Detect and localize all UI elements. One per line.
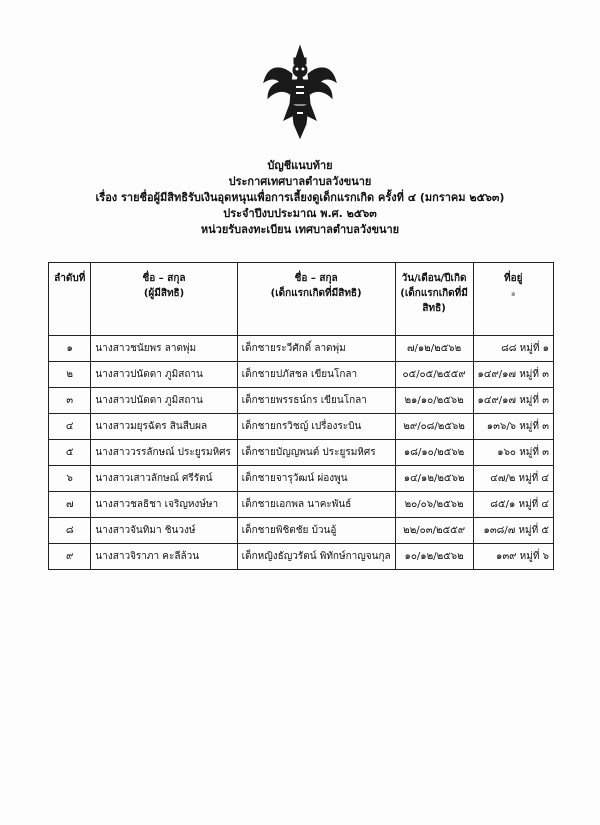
child-birth-date: ๒๙/๐๘/๒๕๖๒: [395, 414, 473, 440]
document-header: [0, 158, 600, 238]
address: ๑๓๘/๗ หมู่ที่ ๕: [473, 518, 553, 544]
row-number: ๖: [49, 466, 91, 492]
child-name: เด็กชายระวีศักดิ์ ลาดพุ่ม: [237, 336, 395, 362]
address: ๑๔๙/๑๗ หมู่ที่ ๓: [473, 362, 553, 388]
child-birth-date: ๒๐/๐๖/๒๕๖๒: [395, 492, 473, 518]
address: ๑๓๙ หมู่ที่ ๖: [473, 544, 553, 570]
child-name: เด็กชายบัญญพนต์ ประยูรมหิศร: [237, 440, 395, 466]
beneficiary-name: นางสาวจิราภา คะลีล้วน: [91, 544, 237, 570]
table-row: [49, 518, 554, 544]
table-header-row: [49, 263, 554, 336]
header-registration-unit: หน่วยรับลงทะเบียน เทศบาลตำบลวังขนาย: [200, 223, 400, 236]
garuda-emblem-icon: [262, 44, 338, 140]
header-announcement: ประกาศเทศบาลตำบลวังขนาย: [228, 175, 372, 188]
table-row: [49, 492, 554, 518]
address: ๘๘ หมู่ที่ ๑: [473, 336, 553, 362]
table-row: [49, 336, 554, 362]
table-row: [49, 544, 554, 570]
row-number: ๔: [49, 414, 91, 440]
child-name: เด็กชายปภัสชล เขียนโกลา: [237, 362, 395, 388]
child-birth-date: ๐๕/๐๕/๒๕๕๙: [395, 362, 473, 388]
row-number: ๑: [49, 336, 91, 362]
beneficiary-name: นางสาวเสาวลักษณ์ ศรีรัตน์: [91, 466, 237, 492]
child-birth-date: ๗/๑๒/๒๕๖๒: [395, 336, 473, 362]
child-name: เด็กชายพิชิตชัย บ้วนอู้: [237, 518, 395, 544]
beneficiary-table: [48, 262, 554, 570]
child-name: เด็กชายจารุวัฒน์ ผ่องพูน: [237, 466, 395, 492]
header-fiscal-year: ประจำปีงบประมาณ พ.ศ. ๒๕๖๓: [223, 207, 377, 220]
row-number: ๕: [49, 440, 91, 466]
row-number: ๘: [49, 518, 91, 544]
table-row: [49, 414, 554, 440]
beneficiary-name: นางสาวชนัยพร ลาดพุ่ม: [91, 336, 237, 362]
child-birth-date: ๑๐/๑๒/๒๕๖๒: [395, 544, 473, 570]
child-name: เด็กชายกรวิชญ์ เปรื่องระบิน: [237, 414, 395, 440]
table-row: [49, 362, 554, 388]
table-body: [49, 336, 554, 570]
child-name: เด็กชายเอกพล นาคะพันธ์: [237, 492, 395, 518]
child-name: เด็กชายพรรธน์กร เขียนโกลา: [237, 388, 395, 414]
table-row: [49, 440, 554, 466]
child-birth-date: ๑๘/๑๐/๒๕๖๒: [395, 440, 473, 466]
row-number: ๓: [49, 388, 91, 414]
child-birth-date: ๒๒/๐๓/๒๕๕๙: [395, 518, 473, 544]
col-header-no: ลำดับที่: [49, 263, 91, 336]
beneficiary-name: นางสาวปนัดดา ภูมิสถาน: [91, 388, 237, 414]
row-number: ๗: [49, 492, 91, 518]
col-header-dob: วัน/เดือน/ปีเกิด (เด็กแรกเกิดที่มี สิทธิ): [395, 263, 473, 336]
address: ๔๗/๒ หมู่ที่ ๔: [473, 466, 553, 492]
child-birth-date: ๒๑/๑๐/๒๕๖๒: [395, 388, 473, 414]
col-header-child: ชื่อ – สกุล (เด็กแรกเกิดที่มีสิทธิ): [237, 263, 395, 336]
address: ๑๔๙/๑๗ หมู่ที่ ๓: [473, 388, 553, 414]
child-birth-date: ๑๔/๑๒/๒๕๖๒: [395, 466, 473, 492]
address: ๘๕/๑ หมู่ที่ ๔: [473, 492, 553, 518]
col-header-address: ที่อยู่ ๑: [473, 263, 553, 336]
row-number: ๙: [49, 544, 91, 570]
row-number: ๒: [49, 362, 91, 388]
header-subject: เรื่อง รายชื่อผู้มีสิทธิรับเงินอุดหนุนเพื่อการเลี้ยงดูเด็กแรกเกิด ครั้งที่ ๔ (มกราคม ๒๕๖๓): [95, 191, 505, 204]
address: ๑๖๐ หมู่ที่ ๓: [473, 440, 553, 466]
address: ๑๓๖/๖ หมู่ที่ ๓: [473, 414, 553, 440]
table-row: [49, 466, 554, 492]
beneficiary-name: นางสาวชลธิชา เจริญหงษ์ษา: [91, 492, 237, 518]
beneficiary-name: นางสาวมยุรฉัตร สินสืบผล: [91, 414, 237, 440]
beneficiary-name: นางสาวปนัดดา ภูมิสถาน: [91, 362, 237, 388]
child-name: เด็กหญิงธัญวรัตน์ พิทักษ์กาญจนกุล: [237, 544, 395, 570]
header-attachment-title: บัญชีแนบท้าย: [267, 159, 333, 172]
table-row: [49, 388, 554, 414]
beneficiary-name: นางสาววรรลักษณ์ ประยูรมหิศร: [91, 440, 237, 466]
col-header-name: ชื่อ – สกุล (ผู้มีสิทธิ): [91, 263, 237, 336]
beneficiary-name: นางสาวจันทิมา ชินวงษ์: [91, 518, 237, 544]
